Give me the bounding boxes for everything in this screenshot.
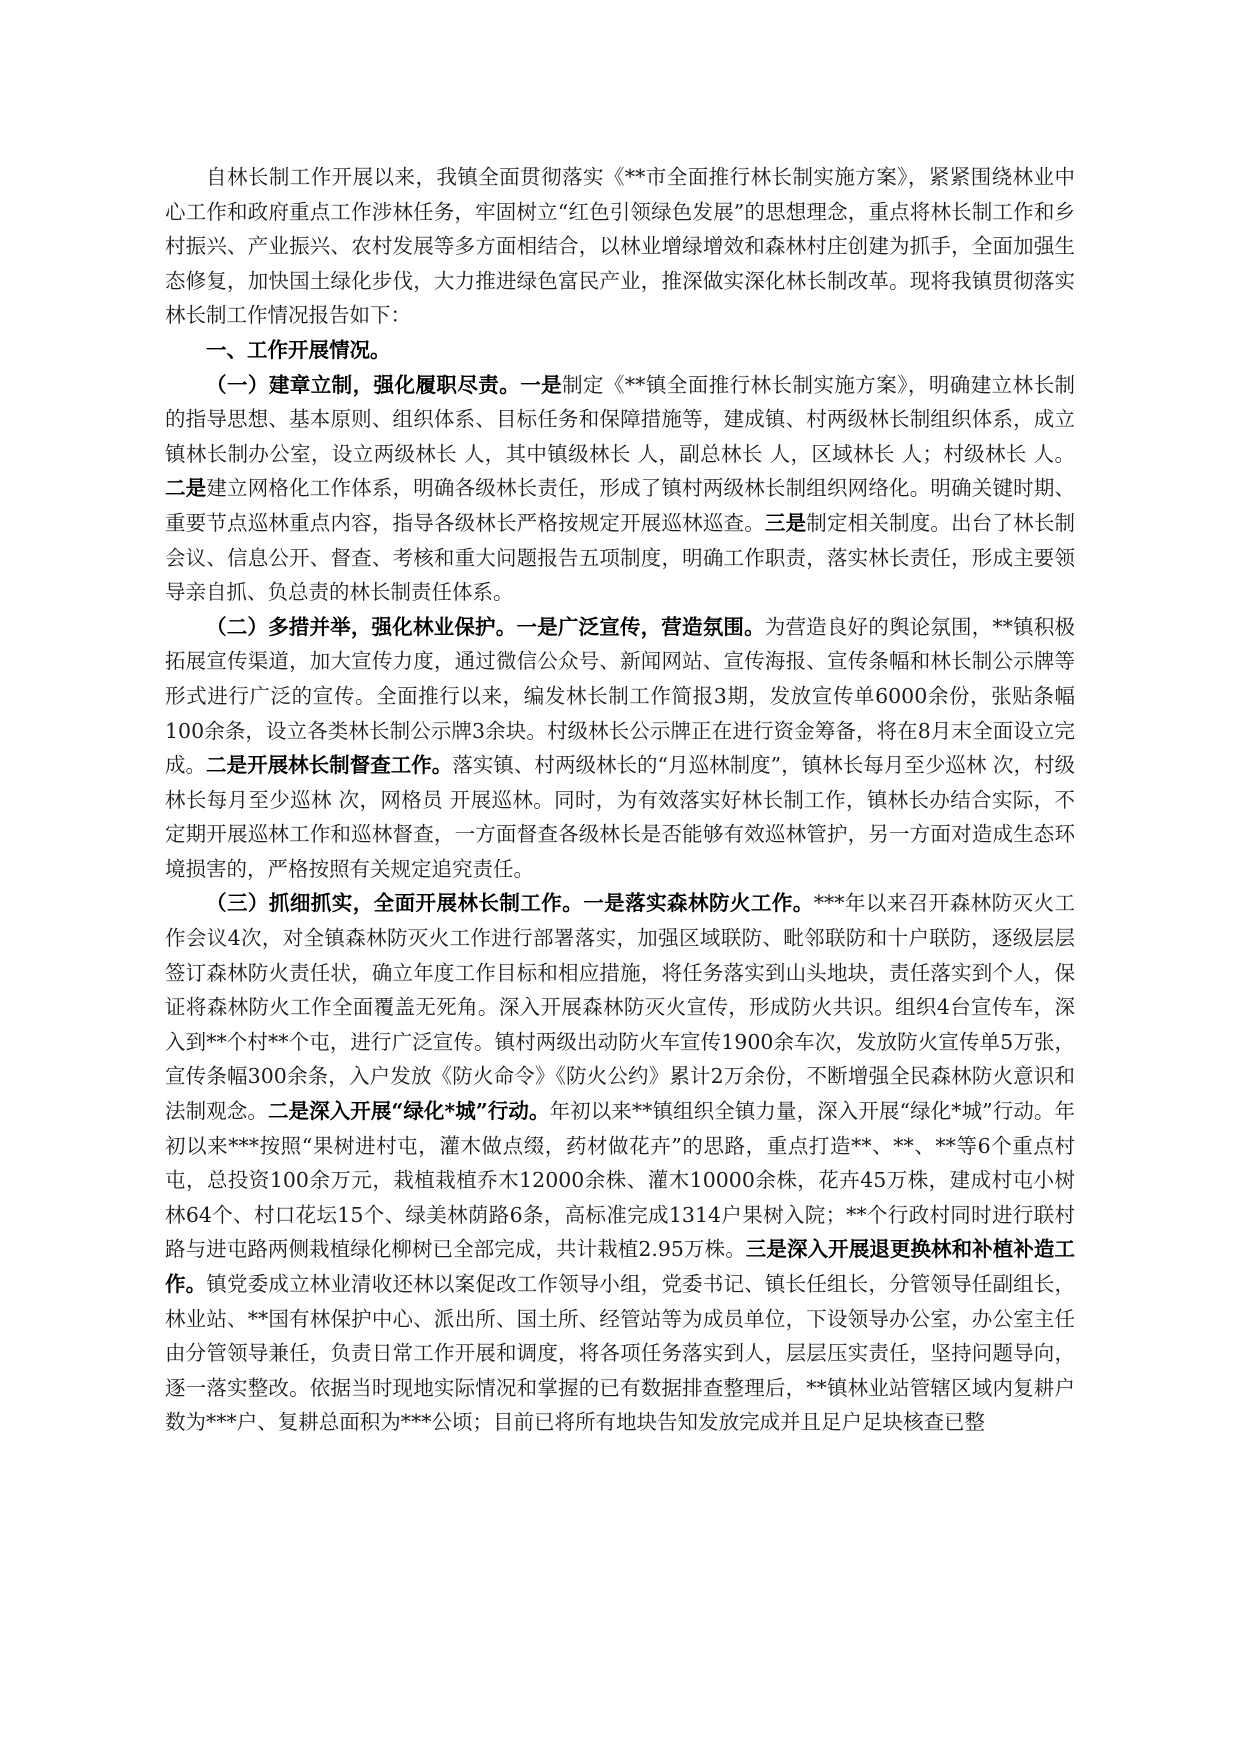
subheading: （三）抓细抓实，全面开展林长制工作。 — [206, 891, 584, 916]
marker: 一是广泛宣传，营造氛围。 — [516, 614, 765, 639]
intro-paragraph: 自林长制工作开展以来，我镇全面贯彻落实《**市全面推行林长制实施方案》，紧紧围绕林业中心工作和政府重点工作涉林任务，牢固树立“红色引领绿色发展”的思想理念，重点将林长制工作和乡村振兴、产业振兴、农村发展等多方面相结合，以林业增绿增效和森林村庄创建为抓手，全面加强生态修复，加快国土绿化步伐，大力推进绿色富民产业，推深做实深化林长制改革。现将我镇贯彻落实林长制工作情况报告如下： — [165, 165, 1075, 328]
body-text: ***年以来召开森林防灭火工作会议4次，对全镇森林防灭火工作进行部署落实，加强区域联防、毗邻联防和十户联防，逐级层层签订森林防火责任状，确立年度工作目标和相应措施，将任务落实到山头地块，责任落实到个人，保证将森林防火工作全面覆盖无死角。深入开展森林防灭火宣传，形成防火共识。组织4台宣传车，深入到**个村**个屯，进行广泛宣传。镇村两级出动防火车宣传1900余车次，发放防火宣传单5万张，宣传条幅300余条，入户发放《防火命令》《防火公约》累计2万余份，不断增强全民森林防火意识和法制观念。 — [165, 891, 1076, 1124]
marker: 一是 — [520, 372, 563, 397]
marker: 三是 — [764, 510, 807, 535]
section-heading-work-status — [165, 333, 1075, 368]
marker: 一是落实森林防火工作。 — [583, 891, 814, 916]
marker: 二是深入开展“绿化*城”行动。 — [267, 1099, 550, 1124]
paragraph-regulations — [165, 368, 1075, 610]
marker: 二是开展林长制督查工作。 — [206, 753, 453, 778]
document-page — [165, 160, 1075, 1440]
body-text: 为营造良好的舆论氛围，**镇积极拓展宣传渠道，加大宣传力度，通过微信公众号、新闻网站、宣传海报、宣传条幅和林长制公示牌等形式进行广泛的宣传。全面推行以来，编发林长制工作简报3期，发放宣传单6000余份，张贴条幅100余条，设立各类林长制公示牌3余块。村级林长公示牌正在进行资金筹备，将在8月末全面设立完成。 — [165, 614, 1076, 778]
body-text: 制定《**镇全面推行林长制实施方案》，明确建立林长制的指导思想、基本原则、组织体系、目标任务和保障措施等，建成镇、村两级林长制组织体系，成立镇林长制办公室，设立两级林长 人，其中镇级林长 人，副总林长 人，区域林长 人；村级林长 人。 — [165, 372, 1076, 466]
paragraph-forest-chief-work — [165, 886, 1075, 1440]
paragraph-forest-protection — [165, 610, 1075, 887]
body-text: 镇党委成立林业清收还林以案促改工作领导小组，党委书记、镇长任组长，分管领导任副组长，林业站、**国有林保护中心、派出所、国土所、经管站等为成员单位，下设领导办公室，办公室主任由分管领导兼任，负责日常工作开展和调度，将各项任务落实到人，层层压实责任，坚持问题导向，逐一落实整改。依据当时现地实际情况和掌握的已有数据排查整理后，**镇林业站管辖区域内复耕户数为***户、复耕总面积为***公顷；目前已将所有地块告知发放完成并且足户足块核查已整 — [165, 1272, 1076, 1435]
marker: 二是 — [165, 476, 207, 501]
body-text: 落实镇、村两级林长的“月巡林制度”，镇林长每月至少巡林 次，村级林长每月至少巡林 次，网格员 开展巡林。同时，为有效落实好林长制工作，镇林长办结合实际，不定期开展巡林工作和巡林督查，一方面督查各级林长是否能够有效巡林管护，另一方面对造成生态环境损害的，严格按照有关规定追究责任。 — [165, 753, 1076, 881]
marker: 三是深入开展退更换林和补植补造工作。 — [165, 1237, 1075, 1296]
body-text: 建立网格化工作体系，明确各级林长责任，形成了镇村两级林长制组织网络化。明确关键时期、重要节点巡林重点内容，指导各级林长严格按规定开展巡林巡查。 — [165, 476, 1076, 535]
subheading: （二）多措并举，强化林业保护。 — [206, 614, 517, 639]
body-text: 制定相关制度。出台了林长制会议、信息公开、督查、考核和重大问题报告五项制度，明确工作职责，落实林长责任，形成主要领导亲自抓、负总责的林长制责任体系。 — [165, 510, 1076, 605]
heading-text: 一、工作开展情况。 — [206, 337, 391, 362]
subheading: （一）建章立制，强化履职尽责。 — [206, 372, 521, 397]
body-text: 年初以来**镇组织全镇力量，深入开展“绿化*城”行动。年初以来***按照“果树进村屯，灌木做点缀，药材做花卉”的思路，重点打造**、**、**等6个重点村屯，总投资100余万元，栽植栽植乔木12000余株、灌木10000余株，花卉45万株，建成村屯小树林64个、村口花坛15个、绿美林荫路6条，高标准完成1314户果树入院；**个行政村同时进行联村路与进屯路两侧栽植绿化柳树已全部完成，共计栽植2.95万株。 — [165, 1099, 1075, 1262]
